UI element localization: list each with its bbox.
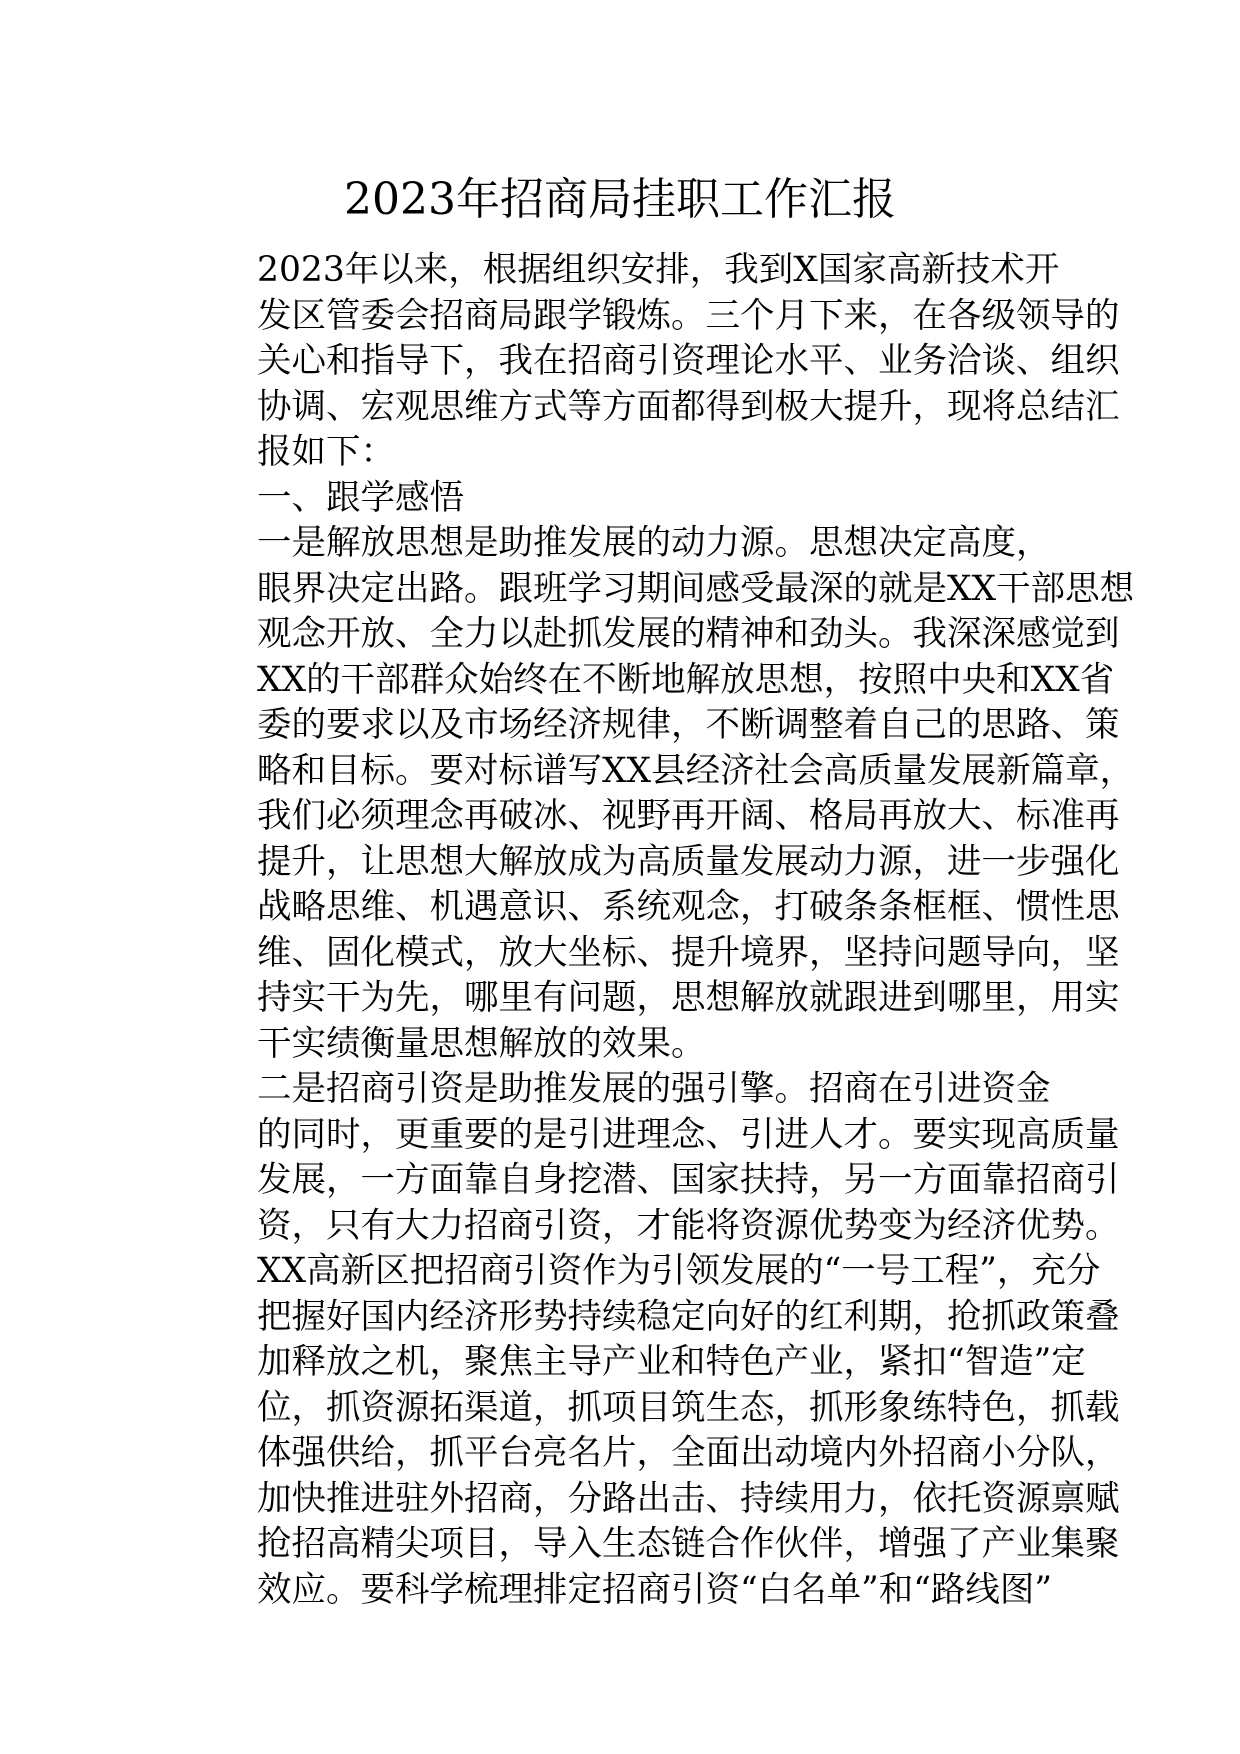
document-body xyxy=(188,248,1135,1613)
document-title: 2023年招商局挂职工作汇报 xyxy=(344,174,896,225)
text-line: 观念开放、全力以赴抓发展的精神和劲头。我深深感觉到 xyxy=(257,614,1120,654)
section-heading xyxy=(188,476,1056,522)
text-line: 位，抓资源拓渠道，抓项目筑生态，抓形象练特色，抓载 xyxy=(257,1387,1120,1428)
text-line: 加快推进驻外招商，分路出击、持续用力，依托资源禀赋 xyxy=(257,1478,1120,1519)
text-line: 我们必须理念再破冰、视野再开阔、格局再放大、标准再 xyxy=(257,796,1120,836)
body-paragraph xyxy=(188,248,1120,476)
text-line: 一、跟学感悟 xyxy=(257,477,464,518)
text-line: 战略思维、机遇意识、系统观念，打破条条框框、惯性思 xyxy=(257,887,1120,927)
text-line: 把握好国内经济形势持续稳定向好的红利期，抢抓政策叠 xyxy=(257,1296,1120,1337)
text-line: 加释放之机，聚焦主导产业和特色产业，紧扣“智造”定 xyxy=(257,1342,1086,1382)
text-line: 略和目标。要对标谱写XX县经济社会高质量发展新篇章， xyxy=(257,750,1135,791)
body-paragraph xyxy=(188,1067,1120,1613)
text-line: XX的干部群众始终在不断地解放思想，按照中央和XX省 xyxy=(257,659,1115,700)
text-line: XX高新区把招商引资作为引领发展的“一号工程”，充分 xyxy=(257,1251,1101,1291)
text-line: 发区管委会招商局跟学锻炼。三个月下来，在各级领导的 xyxy=(257,295,1120,336)
text-line: 干实绩衡量思想解放的效果。 xyxy=(257,1023,706,1064)
text-line: 持实干为先，哪里有问题，思想解放就跟进到哪里，用实 xyxy=(257,978,1120,1018)
text-line: 眼界决定出路。跟班学习期间感受最深的就是XX干部思想 xyxy=(257,568,1135,609)
text-line: 关心和指导下，我在招商引资理论水平、业务洽谈、组织 xyxy=(257,341,1120,381)
text-line: 体强供给，抓平台亮名片，全面出动境内外招商小分队， xyxy=(257,1433,1120,1473)
text-line: 发展，一方面靠自身挖潜、国家扶持，另一方面靠招商引 xyxy=(257,1160,1120,1200)
body-paragraph xyxy=(188,521,1135,1067)
text-line: 2023年以来，根据组织安排，我到X国家高新技术开 xyxy=(257,250,1060,290)
text-line: 效应。要科学梳理排定招商引资“白名单”和“路线图” xyxy=(257,1569,1053,1610)
text-line: 二是招商引资是助推发展的强引擎。招商在引进资金 xyxy=(257,1069,1051,1109)
text-line: 报如下： xyxy=(257,432,395,472)
text-line: 维、固化模式，放大坐标、提升境界，坚持问题导向，坚 xyxy=(257,932,1120,973)
text-line: 的同时，更重要的是引进理念、引进人才。要实现高质量 xyxy=(257,1114,1120,1155)
text-line: 提升，让思想大解放成为高质量发展动力源，进一步强化 xyxy=(257,841,1120,882)
text-line: 委的要求以及市场经济规律，不断调整着自己的思路、策 xyxy=(257,705,1120,745)
text-line: 一是解放思想是助推发展的动力源。思想决定高度， xyxy=(257,523,1051,563)
text-line: 资，只有大力招商引资，才能将资源优势变为经济优势。 xyxy=(257,1205,1120,1246)
text-line: 抢招高精尖项目，导入生态链合作伙伴，增强了产业集聚 xyxy=(257,1524,1120,1564)
text-line: 协调、宏观思维方式等方面都得到极大提升，现将总结汇 xyxy=(257,386,1120,427)
